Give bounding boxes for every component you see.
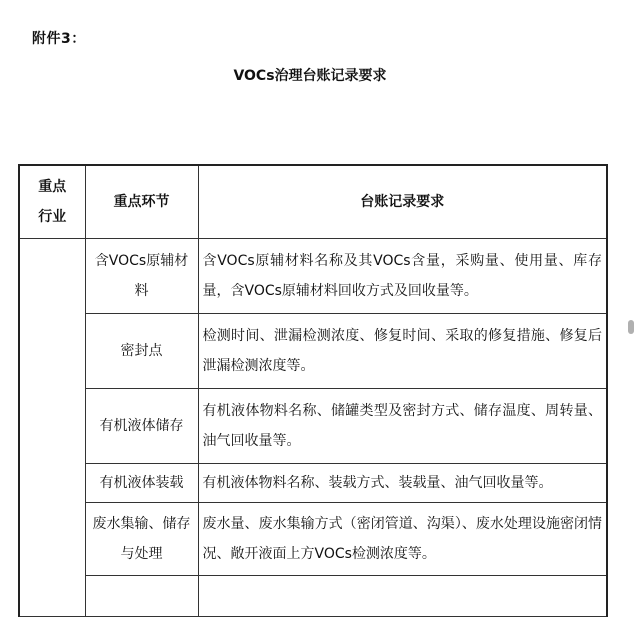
requirement-cell bbox=[198, 576, 607, 617]
header-industry-line2: 行业 bbox=[38, 209, 67, 225]
key-link-cell: 含VOCs原辅材料 bbox=[85, 239, 198, 314]
key-link-cell: 废水集输、储存与处理 bbox=[85, 503, 198, 576]
requirement-cell: 检测时间、泄漏检测浓度、修复时间、采取的修复措施、修复后泄漏检测浓度等。 bbox=[198, 314, 607, 389]
table-row bbox=[19, 314, 607, 389]
key-link-cell: 密封点 bbox=[85, 314, 198, 389]
requirement-cell: 含VOCs原辅材料名称及其VOCs含量，采购量、使用量、库存量，含VOCs原辅材料回收方式及回收量等。 bbox=[198, 239, 607, 314]
requirement-cell: 废水量、废水集输方式（密闭管道、沟渠）、废水处理设施密闭情况、敞开液面上方VOCs检测浓度等。 bbox=[198, 503, 607, 576]
document-title: VOCs治理台账记录要求 bbox=[233, 68, 387, 84]
key-link-cell: 有机液体储存 bbox=[85, 389, 198, 464]
requirements-table bbox=[18, 164, 608, 617]
requirement-cell: 有机液体物料名称、储罐类型及密封方式、储存温度、周转量、油气回收量等。 bbox=[198, 389, 607, 464]
table-row bbox=[19, 503, 607, 576]
industry-cell bbox=[19, 239, 85, 617]
table-row bbox=[19, 239, 607, 314]
table-row bbox=[19, 389, 607, 464]
header-key-industry bbox=[19, 165, 85, 239]
header-requirement: 台账记录要求 bbox=[198, 165, 607, 239]
scrollbar-thumb[interactable] bbox=[628, 320, 634, 334]
table-row bbox=[19, 576, 607, 617]
attachment-label: 附件3： bbox=[32, 31, 86, 47]
header-industry-line1: 重点 bbox=[38, 179, 67, 195]
key-link-cell bbox=[85, 576, 198, 617]
key-link-cell: 有机液体装载 bbox=[85, 464, 198, 503]
table-row bbox=[19, 464, 607, 503]
table-header-row bbox=[19, 165, 607, 239]
header-key-link: 重点环节 bbox=[85, 165, 198, 239]
requirement-cell: 有机液体物料名称、装载方式、装载量、油气回收量等。 bbox=[198, 464, 607, 503]
